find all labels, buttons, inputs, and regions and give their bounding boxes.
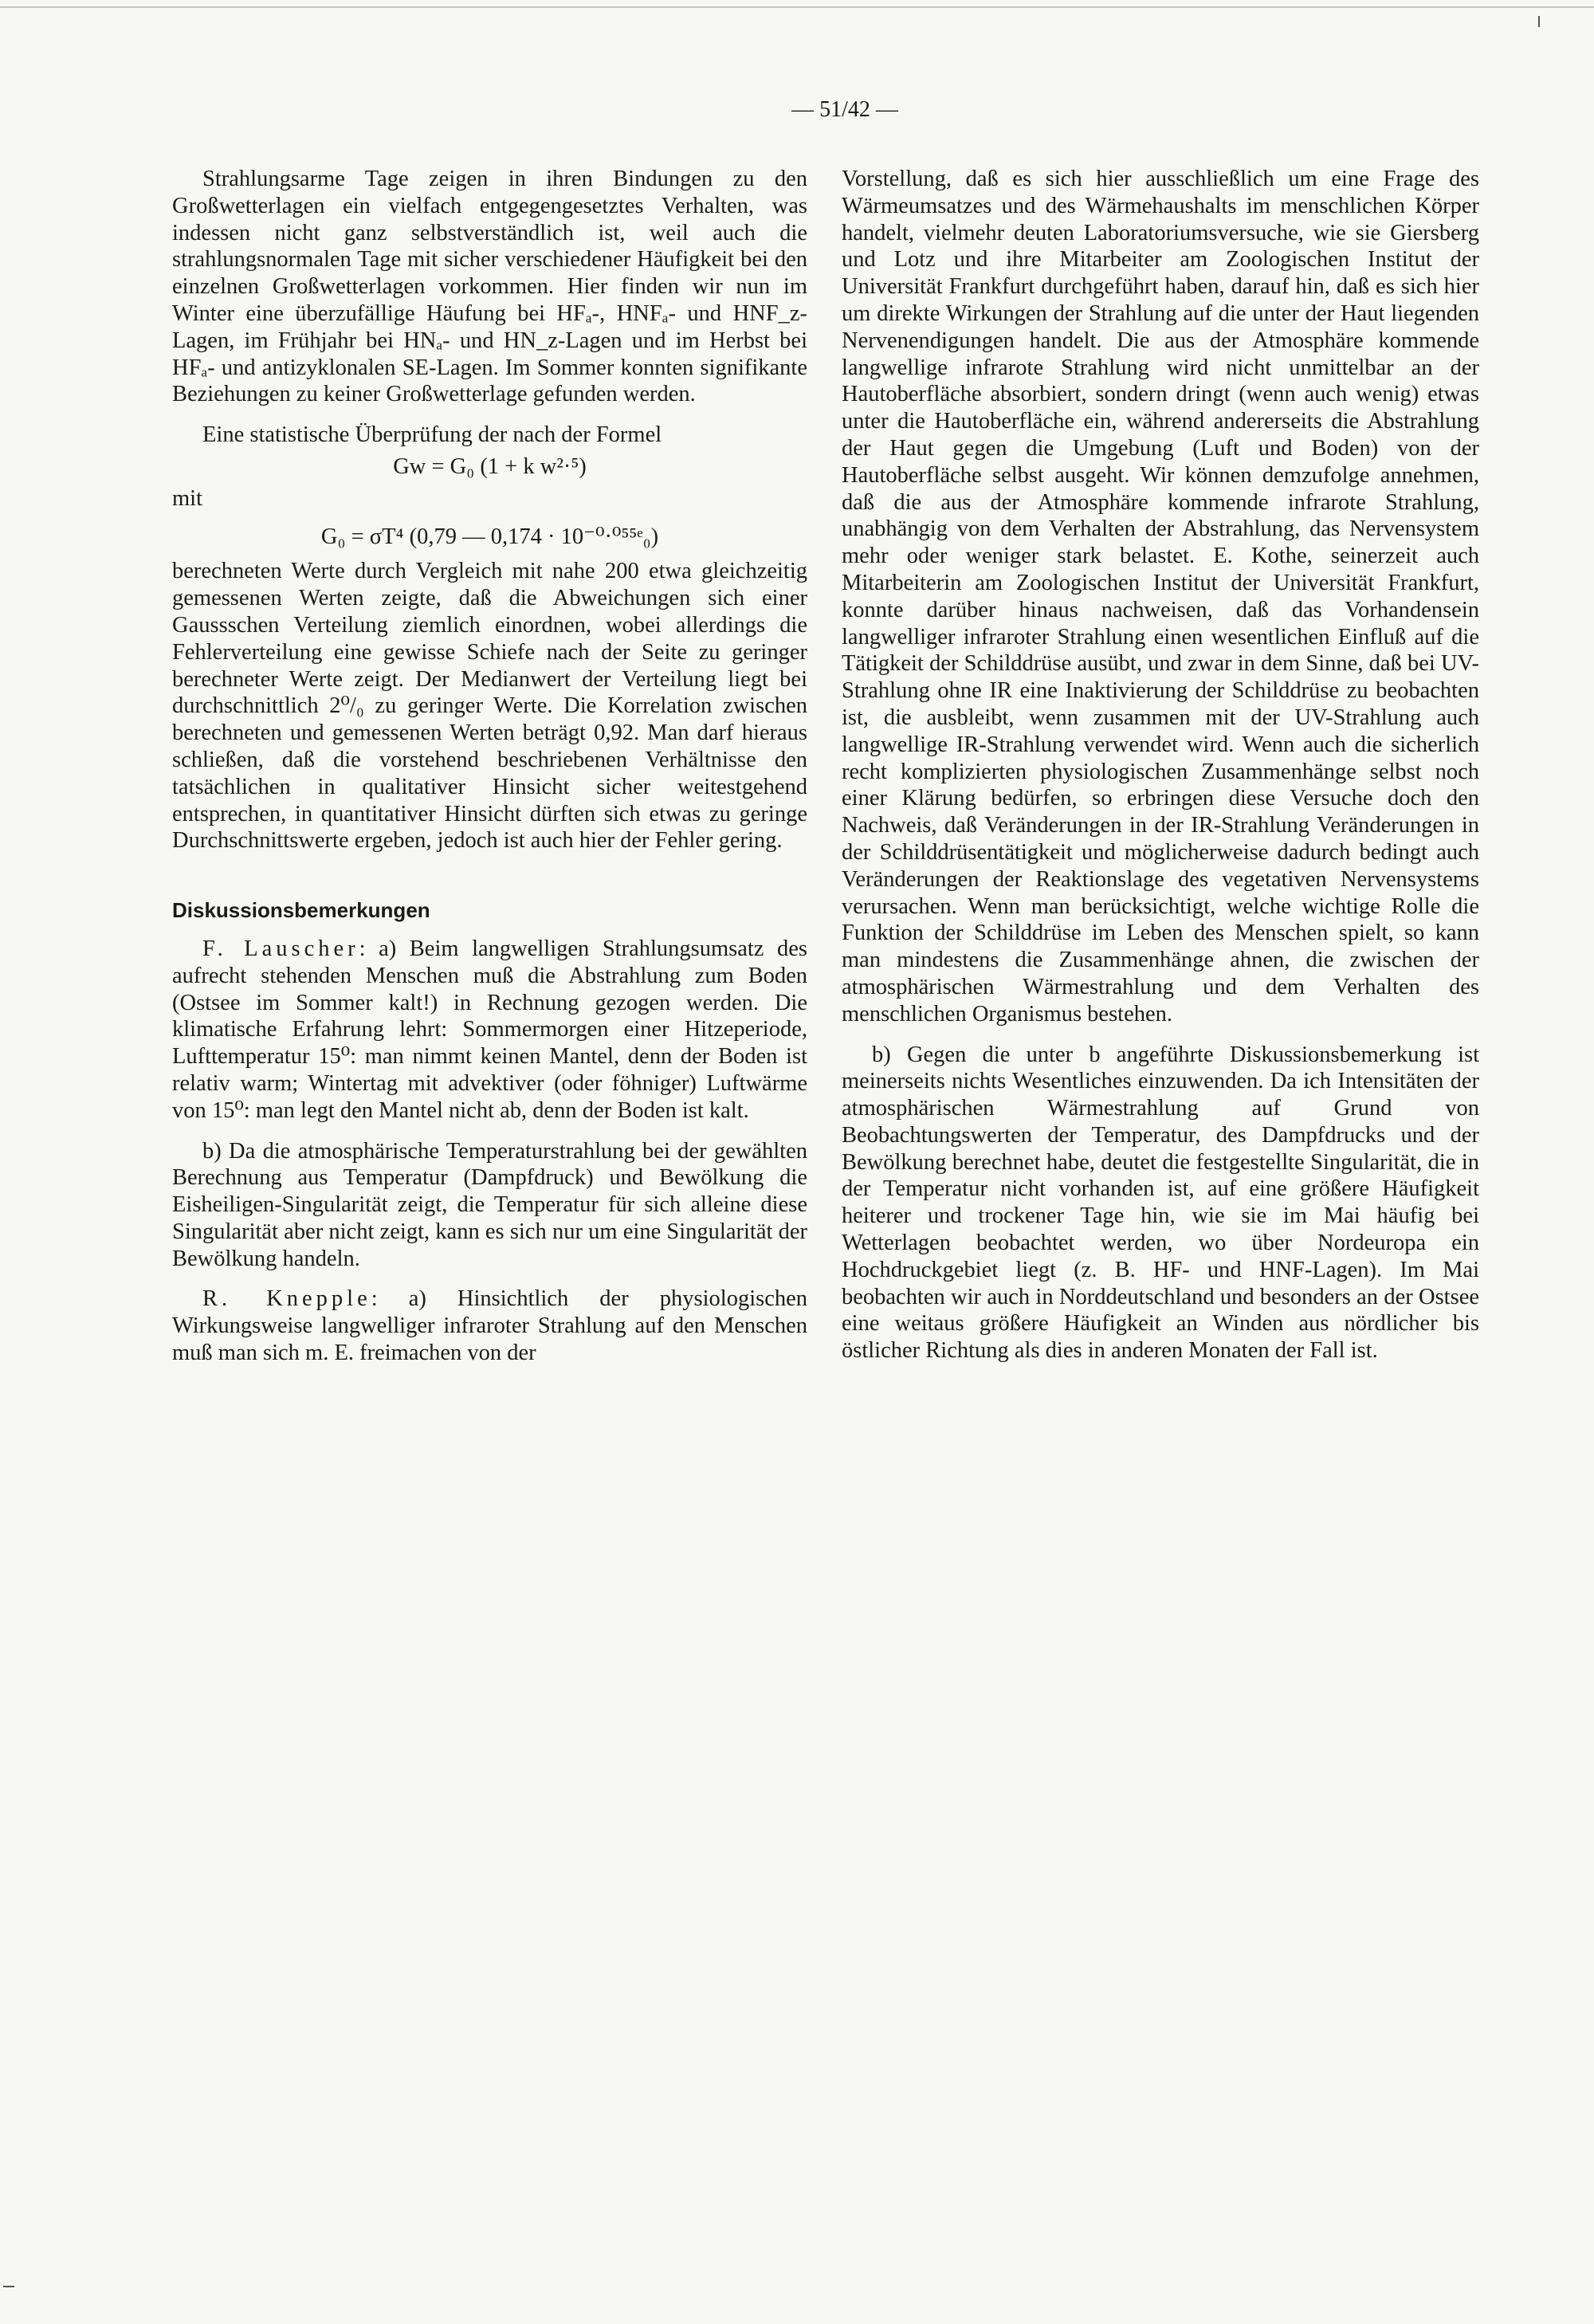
paragraph: b) Gegen die unter b angeführte Diskussionsbemerkung ist meinerseits nichts Wesentliches einzuwenden. Da ich Intensitäten der atmosphärischen Wärmestrahlung auf Grund von Beobachtungswerten der Temperatur, des Dampfdrucks und der Bewölkung berechnet habe, deutet die festgestellte Singularität, die in der Temperatur nicht vorhanden ist, auf eine größere Häufigkeit heiterer und trockener Tage hin, wie sie im Mai häufig bei Wetterlagen beobachtet werden, wo über Nordeuropa ein Hochdruckgebiet liegt (z. B. HF- und HNF-Lagen). Im Mai beobachten wir auch in Norddeutschland und besonders an der Ostsee eine weitaus größere Häufigkeit an Winden aus nördlicher bis östlicher Richtung als dies in anderen Monaten der Fall ist.: [842, 1042, 1479, 1364]
paragraph: Strahlungsarme Tage zeigen in ihren Bindungen zu den Großwetterlagen ein vielfach entgegengesetztes Verhalten, was indessen nicht ganz selbstverständlich ist, weil auch die strahlungsnormalen Tage mit sicher verschiedener Häufigkeit bei den einzelnen Großwetterlagen vorkommen. Hier finden wir nun im Winter eine überzufällige Häufung bei HFₐ-, HNFₐ- und HNF_z-Lagen, im Frühjahr bei HNₐ- und HN_z-Lagen und im Herbst bei HFₐ- und antizyklonalen SE-Lagen. Im Sommer konnten signifikante Beziehungen zu keiner Großwetterlage gefunden werden.: [172, 167, 807, 407]
paragraph: Vorstellung, daß es sich hier ausschließlich um eine Frage des Wärmeumsatzes und des Wärmehaushalts im menschlichen Körper handelt, vielmehr deuten Laboratoriumsversuche, wie sie Giersberg und Lotz und ihre Mitarbeiter am Zoologischen Institut der Universität Frankfurt durchgeführt haben, darauf hin, daß es sich hier um direkte Wirkungen der Strahlung auf die unter der Haut liegenden Nervenendigungen handelt. Die aus der Atmosphäre kommende langwellige infrarote Strahlung wird nicht unmittelbar an der Hautoberfläche absorbiert, sondern dringt (wenn auch wenig) etwas unter die Hautoberfläche ein, während andererseits die Abstrahlung der Haut gegen die Umgebung (Luft und Boden) von der Hautoberfläche selbst ausgeht. Wir können demzufolge annehmen, daß die aus der Atmosphäre kommende infrarote Strahlung, unabhängig von dem Verhalten der Abstrahlung, das Nervensystem mehr oder weniger stark belastet. E. Kothe, seinerzeit auch Mitarbeiterin am Zoologischen Institut der Universität Frankfurt, konnte darüber hinaus nachweisen, daß das Vorhandensein langwelliger infraroter Strahlung einen wesentlichen Einfluß auf die Tätigkeit der Schilddrüse ausübt, und zwar in dem Sinne, daß bei UV-Strahlung ohne IR eine Inaktivierung der Schilddrüse zu beobachten ist, die ausbleibt, wenn zusammen mit der UV-Strahlung auch langwellige IR-Strahlung verwendet wird. Wenn auch die sicherlich recht komplizierten physiologischen Zusammenhänge selbst noch einer Klärung bedürfen, so erbringen diese Versuche doch den Nachweis, daß Veränderungen in der IR-Strahlung Veränderungen in der Schilddrüsentätigkeit und möglicherweise dadurch bedingt auch Veränderungen der Reaktionslage des vegetativen Nervensystems verursachen. Wenn man berücksichtigt, welche wichtige Rolle die Funktion der Schilddrüse im Leben des Menschen spielt, so kann man mindestens die Zusammenhänge ahnen, die zwischen der atmosphärischen Wärmestrahlung und dem Verhalten des menschlichen Organismus bestehen.: [842, 167, 1479, 1027]
section-heading: Diskussionsbemerkungen: [172, 898, 430, 923]
paragraph: [172, 936, 807, 1125]
mit-label: mit: [172, 485, 203, 511]
paragraph-text: : a) Beim langwelligen Strahlungsumsatz des aufrecht stehenden Menschen muß die Abstrahlung zum Boden (Ostsee im Sommer kalt!) in Rechnung gezogen werden. Die klimatische Erfahrung lehrt: Sommermorgen einer Hitzeperiode, Lufttemperatur 15⁰: man nimmt keinen Mantel, denn der Boden ist relativ warm; Wintertag mit advektiver (oder föhniger) Luftwärme von 15⁰: man legt den Mantel nicht ab, denn der Boden ist kalt.: [172, 936, 807, 1123]
scan-mark: [3, 2286, 14, 2287]
paragraph: Eine statistische Überprüfung der nach der Formel: [202, 422, 662, 448]
author-name: F. Lauscher: [202, 936, 359, 961]
page-number: — 51/42 —: [791, 97, 898, 122]
paragraph: berechneten Werte durch Vergleich mit nahe 200 etwa gleichzeitig gemessenen Werten zeigte, daß die Abweichungen sich einer Gaussschen Verteilung ziemlich einordnen, wobei allerdings die Fehlerverteilung eine gewisse Schiefe nach der Seite zu geringer berechneter Werte zeigt. Der Medianwert der Verteilung liegt bei durchschnittlich 2⁰/₀ zu geringer Werte. Die Korrelation zwischen berechneten und gemessenen Werten beträgt 0,92. Man darf hieraus schließen, daß die vorstehend beschriebenen Verhältnisse den tatsächlichen in qualitativer Hinsicht sicher weitestgehend entsprechen, in quantitativer Hinsicht dürften sich etwas zu geringe Durchschnittswerte ergeben, jedoch ist auch hier der Fehler gering.: [172, 559, 807, 854]
formula-g0: G₀ = σT⁴ (0,79 — 0,174 · 10⁻⁰·⁰⁵⁵ᵉ₀): [320, 524, 659, 549]
paragraph: [172, 1286, 807, 1366]
paragraph-text: : a) Hinsichtlich der physiologischen Wirkungsweise langwelliger infraroter Strahlung auf den Menschen muß man sich m. E. freimachen von der: [172, 1286, 807, 1366]
right-column: [842, 166, 1479, 1378]
left-column: [172, 166, 807, 1380]
formula-gw: Gw = G₀ (1 + k w²·⁵): [393, 453, 587, 479]
scan-edge-line: [0, 6, 1594, 8]
scan-mark: [1538, 16, 1540, 27]
paragraph: b) Da die atmosphärische Temperaturstrahlung bei der gewählten Berechnung aus Temperatur (Dampfdruck) und Bewölkung die Eisheiligen-Singularität zeigt, die Temperatur für sich alleine diese Singularität aber nicht zeigt, kann es sich nur um eine Singularität der Bewölkung handeln.: [172, 1138, 807, 1271]
author-name: R. Knepple: [202, 1286, 371, 1312]
